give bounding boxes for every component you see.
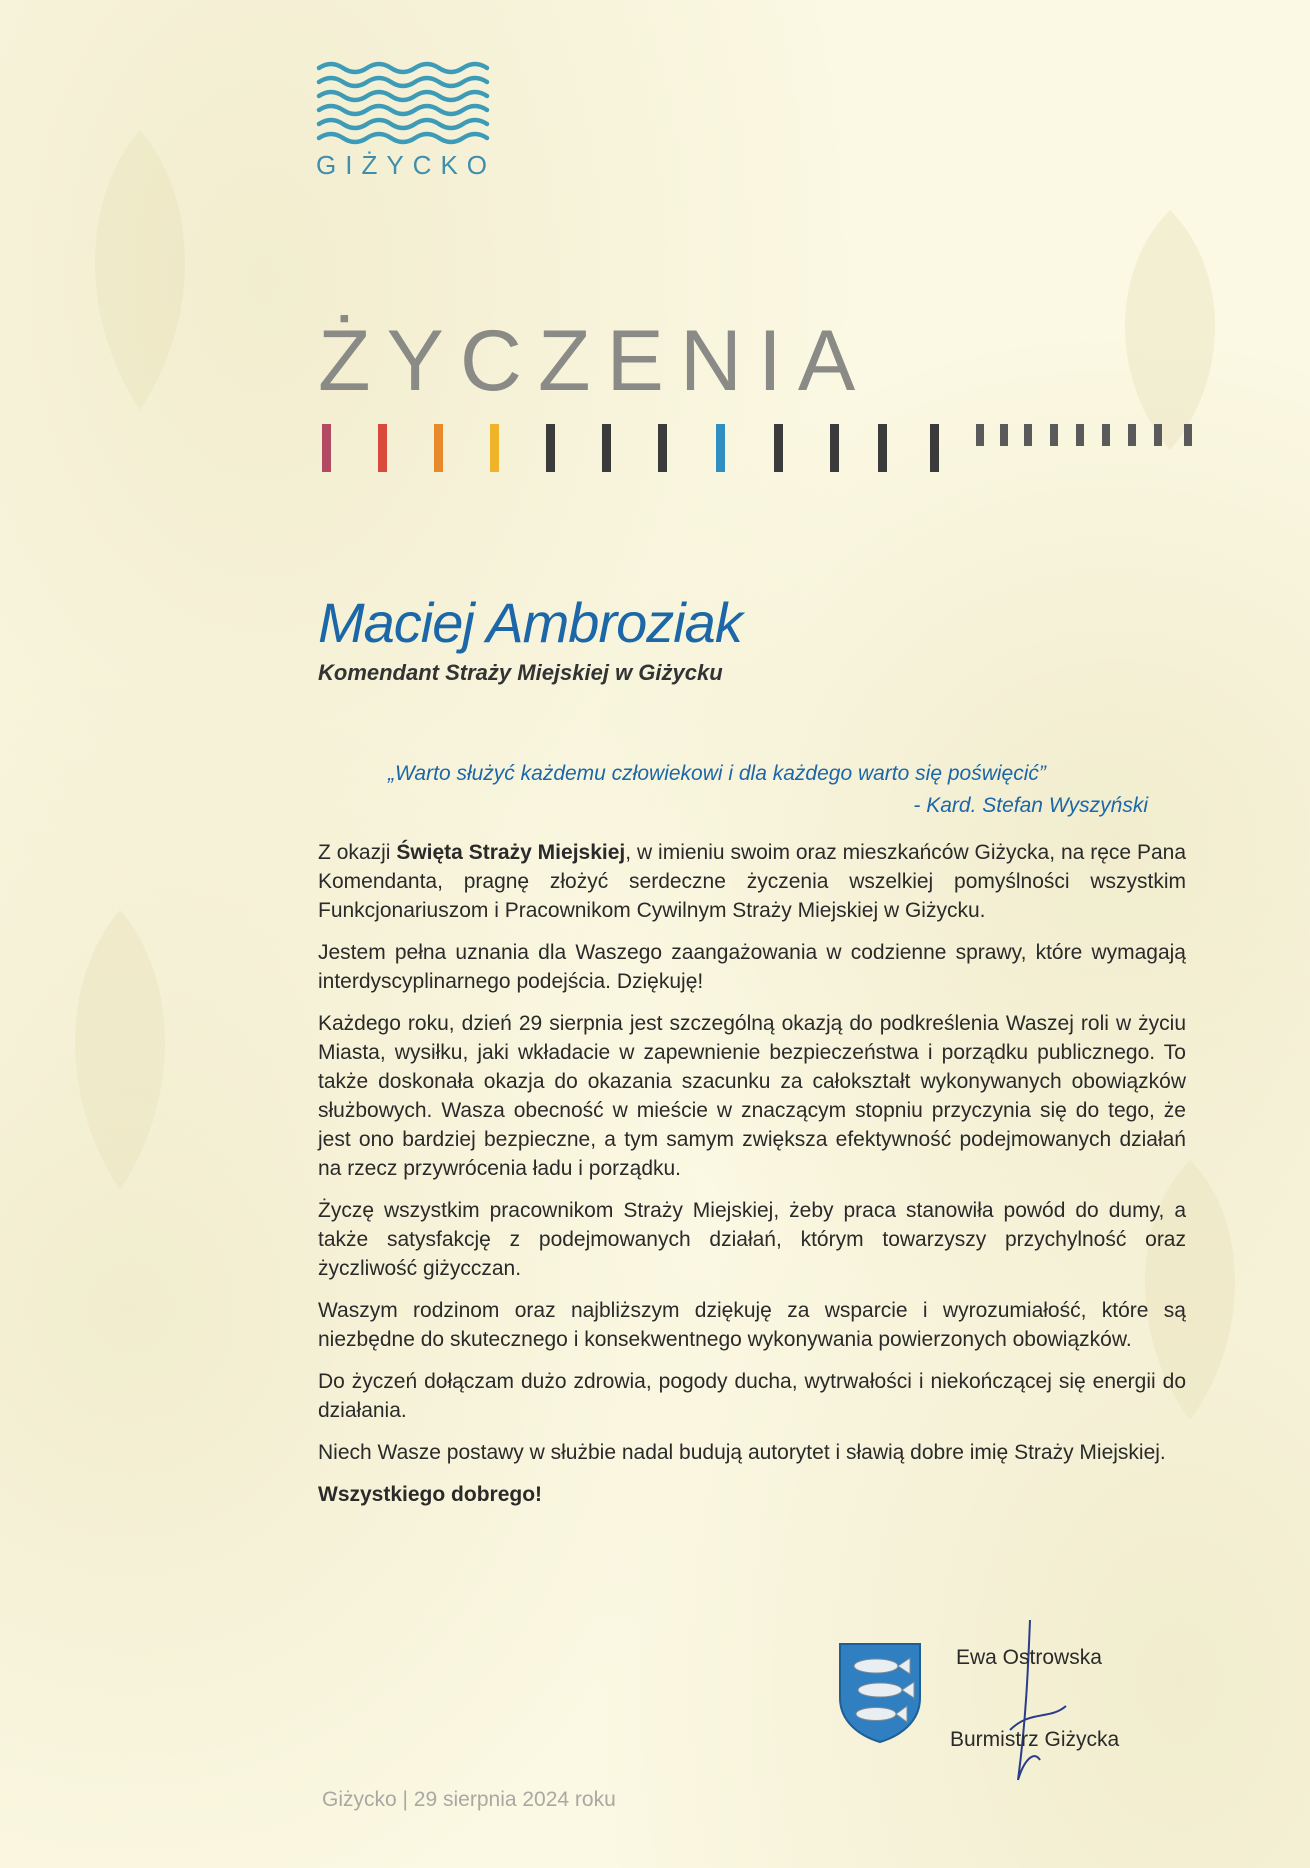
color-bar (602, 424, 611, 472)
small-tick (1000, 424, 1008, 446)
color-bar (878, 424, 887, 472)
paragraph: Niech Wasze postawy w służbie nadal budują autorytet i sławią dobre imię Straży Miejskiej. (318, 1441, 1166, 1464)
color-bar (434, 424, 443, 472)
logo-text: GIŻYCKO (316, 150, 497, 180)
paragraph: Waszym rodzinom oraz najbliższym dziękuję za wsparcie i wyrozumiałość, które są niezbędne do skutecznego i konsekwentnego wykonywania powierzonych obowiązków. (318, 1299, 1186, 1351)
small-tick (1184, 424, 1192, 446)
quote-text: „Warto służyć każdemu człowiekowi i dla każdego warto się poświęcić” (388, 762, 1046, 785)
color-bar (378, 424, 387, 472)
gizycko-logo (313, 58, 493, 148)
paragraph (318, 838, 1186, 925)
paragraph: Do życzeń dołączam dużo zdrowia, pogody ducha, wytrwałości i niekończącej się energii do działania. (318, 1370, 1186, 1422)
text-span: Z okazji (318, 841, 397, 864)
city-crest-icon (836, 1640, 924, 1744)
color-bar (322, 424, 331, 472)
small-tick (976, 424, 984, 446)
bold-text: Święta Straży Miejskiej (396, 841, 626, 864)
small-tick (1154, 424, 1162, 446)
color-bar (830, 424, 839, 472)
small-tick (1024, 424, 1032, 446)
small-tick (1128, 424, 1136, 446)
small-tick (1102, 424, 1110, 446)
signatory-title: Burmistrz Giżycka (950, 1728, 1120, 1751)
small-tick (1050, 424, 1058, 446)
footer-date: Giżycko | 29 sierpnia 2024 roku (322, 1788, 616, 1811)
recipient-role: Komendant Straży Miejskiej w Giżycku (318, 660, 723, 685)
handwritten-signature (990, 1610, 1080, 1790)
paragraph: Każdego roku, dzień 29 sierpnia jest szczególną okazją do podkreślenia Waszej roli w życiu Miasta, wysiłku, jaki wkładacie w zapewnienie bezpieczeństwa i porządku publicznego. To także doskonała okazja do okazania szacunku za całokształt wykonywanych obowiązków służbowych. Wasza obecność w mieście w znaczącym stopniu przyczynia się do tego, że jest ono bardziej bezpieczne, a tym samym zwiększa efektywność podejmowanych działań na rzecz przywrócenia ładu i porządku. (318, 1012, 1186, 1180)
color-bars (322, 424, 1202, 472)
color-bar (930, 424, 939, 472)
paragraph: Jestem pełna uznania dla Waszego zaangażowania w codzienne sprawy, które wymagają interdyscyplinarnego podejścia. Dziękuję! (318, 941, 1186, 993)
page-title: ŻYCZENIA (318, 313, 872, 409)
text-span: , w imieniu swoim oraz mieszkańców Giżycka, na ręce Pana Komendanta, pragnę złożyć serdeczne życzenia wszelkiej pomyślności wszystkim Funkcjonariuszom i Pracownikom Cywilnym Straży Miejskiej w Giżycku. (318, 841, 1187, 922)
closing-line: Wszystkiego dobrego! (318, 1483, 543, 1506)
leaf-ornament (40, 120, 240, 420)
color-bar (774, 424, 783, 472)
color-bar (546, 424, 555, 472)
color-bar (490, 424, 499, 472)
quote-author: - Kard. Stefan Wyszyński (913, 794, 1148, 817)
leaf-ornament (1080, 200, 1260, 460)
color-bar (716, 424, 725, 472)
signatory-name: Ewa Ostrowska (956, 1646, 1102, 1669)
letter-body (318, 838, 1186, 1522)
color-bar (658, 424, 667, 472)
recipient-name: Maciej Ambroziak (318, 591, 742, 654)
paragraph: Życzę wszystkim pracownikom Straży Miejskiej, żeby praca stanowiła powód do dumy, a także satysfakcję z podejmowanych działań, którym towarzyszy przychylność oraz życzliwość giżycczan. (318, 1199, 1186, 1280)
leaf-ornament (20, 900, 220, 1200)
small-tick (1076, 424, 1084, 446)
